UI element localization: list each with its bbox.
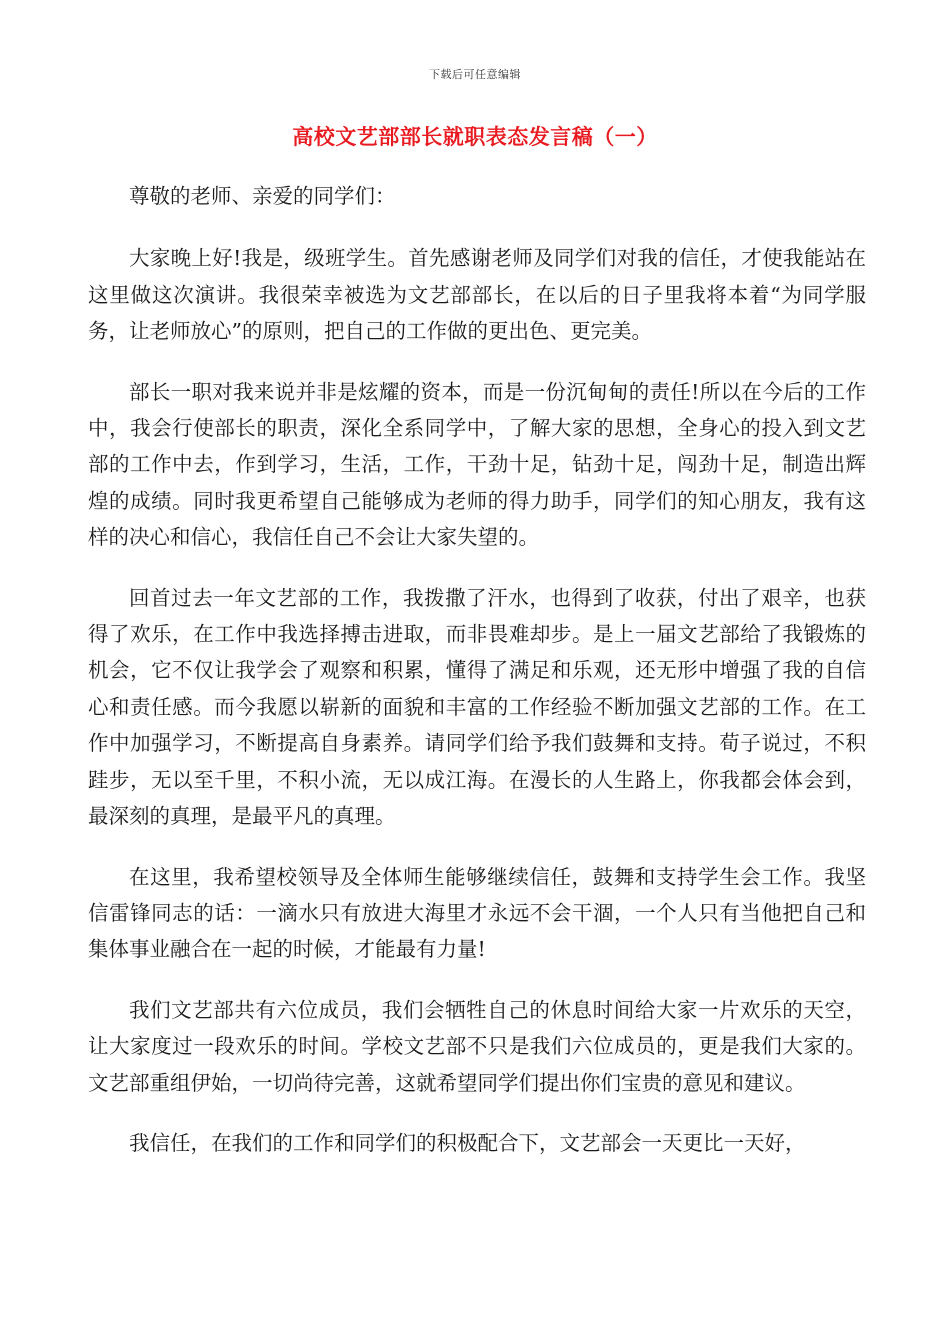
header-note: 下载后可任意编辑 [429, 68, 521, 81]
paragraph-6: 我信任，在我们的工作和同学们的积极配合下，文艺部会一天更比一天好， [129, 1130, 806, 1155]
paragraph-1: 大家晚上好!我是，级班学生。首先感谢老师及同学们对我的信任，才使我能站在这里做这次演讲。我很荣幸被选为文艺部部长，在以后的日子里我将本着“为同学服务，让老师放心”的原则，把自己的工作做的更出色、更完美。 [88, 246, 866, 344]
paragraph-3: 回首过去一年文艺部的工作，我拨撒了汗水，也得到了收获，付出了艰辛，也获得了欢乐，在工作中我选择搏击进取，而非畏难却步。是上一届文艺部给了我锻炼的机会，它不仅让我学会了观察和积累，懂得了满足和乐观，还无形中增强了我的自信心和责任感。而今我愿以崭新的面貌和丰富的工作经验不断加强文艺部的工作。在工作中加强学习，不断提高自身素养。请同学们给予我们鼓舞和支持。荀子说过，不积跬步，无以至千里，不积小流，无以成江海。在漫长的人生路上，你我都会体会到，最深刻的真理，是最平凡的真理。 [88, 585, 866, 829]
paragraph-2: 部长一职对我来说并非是炫耀的资本，而是一份沉甸甸的责任!所以在今后的工作中，我会行使部长的职责，深化全系同学中，了解大家的思想，全身心的投入到文艺部的工作中去，作到学习，生活，工作，干劲十足，钻劲十足，闯劲十足，制造出辉煌的成绩。同时我更希望自己能够成为老师的得力助手，同学们的知心朋友，我有这样的决心和信心，我信任自己不会让大家失望的。 [88, 379, 866, 550]
paragraph-4: 在这里，我希望校领导及全体师生能够继续信任，鼓舞和支持学生会工作。我坚信雷锋同志的话：一滴水只有放进大海里才永远不会干涸，一个人只有当他把自己和集体事业融合在一起的时候，才能最有力量! [88, 864, 866, 962]
document-body [88, 178, 866, 1185]
salutation: 尊敬的老师、亲爱的同学们： [129, 184, 396, 208]
paragraph-5: 我们文艺部共有六位成员，我们会牺牲自己的休息时间给大家一片欢乐的天空，让大家度过一段欢乐的时间。学校文艺部不只是我们六位成员的，更是我们大家的。文艺部重组伊始，一切尚待完善，这就希望同学们提出你们宝贵的意见和建议。 [88, 997, 866, 1095]
document-title: 高校文艺部部长就职表态发言稿（一） [292, 124, 658, 149]
